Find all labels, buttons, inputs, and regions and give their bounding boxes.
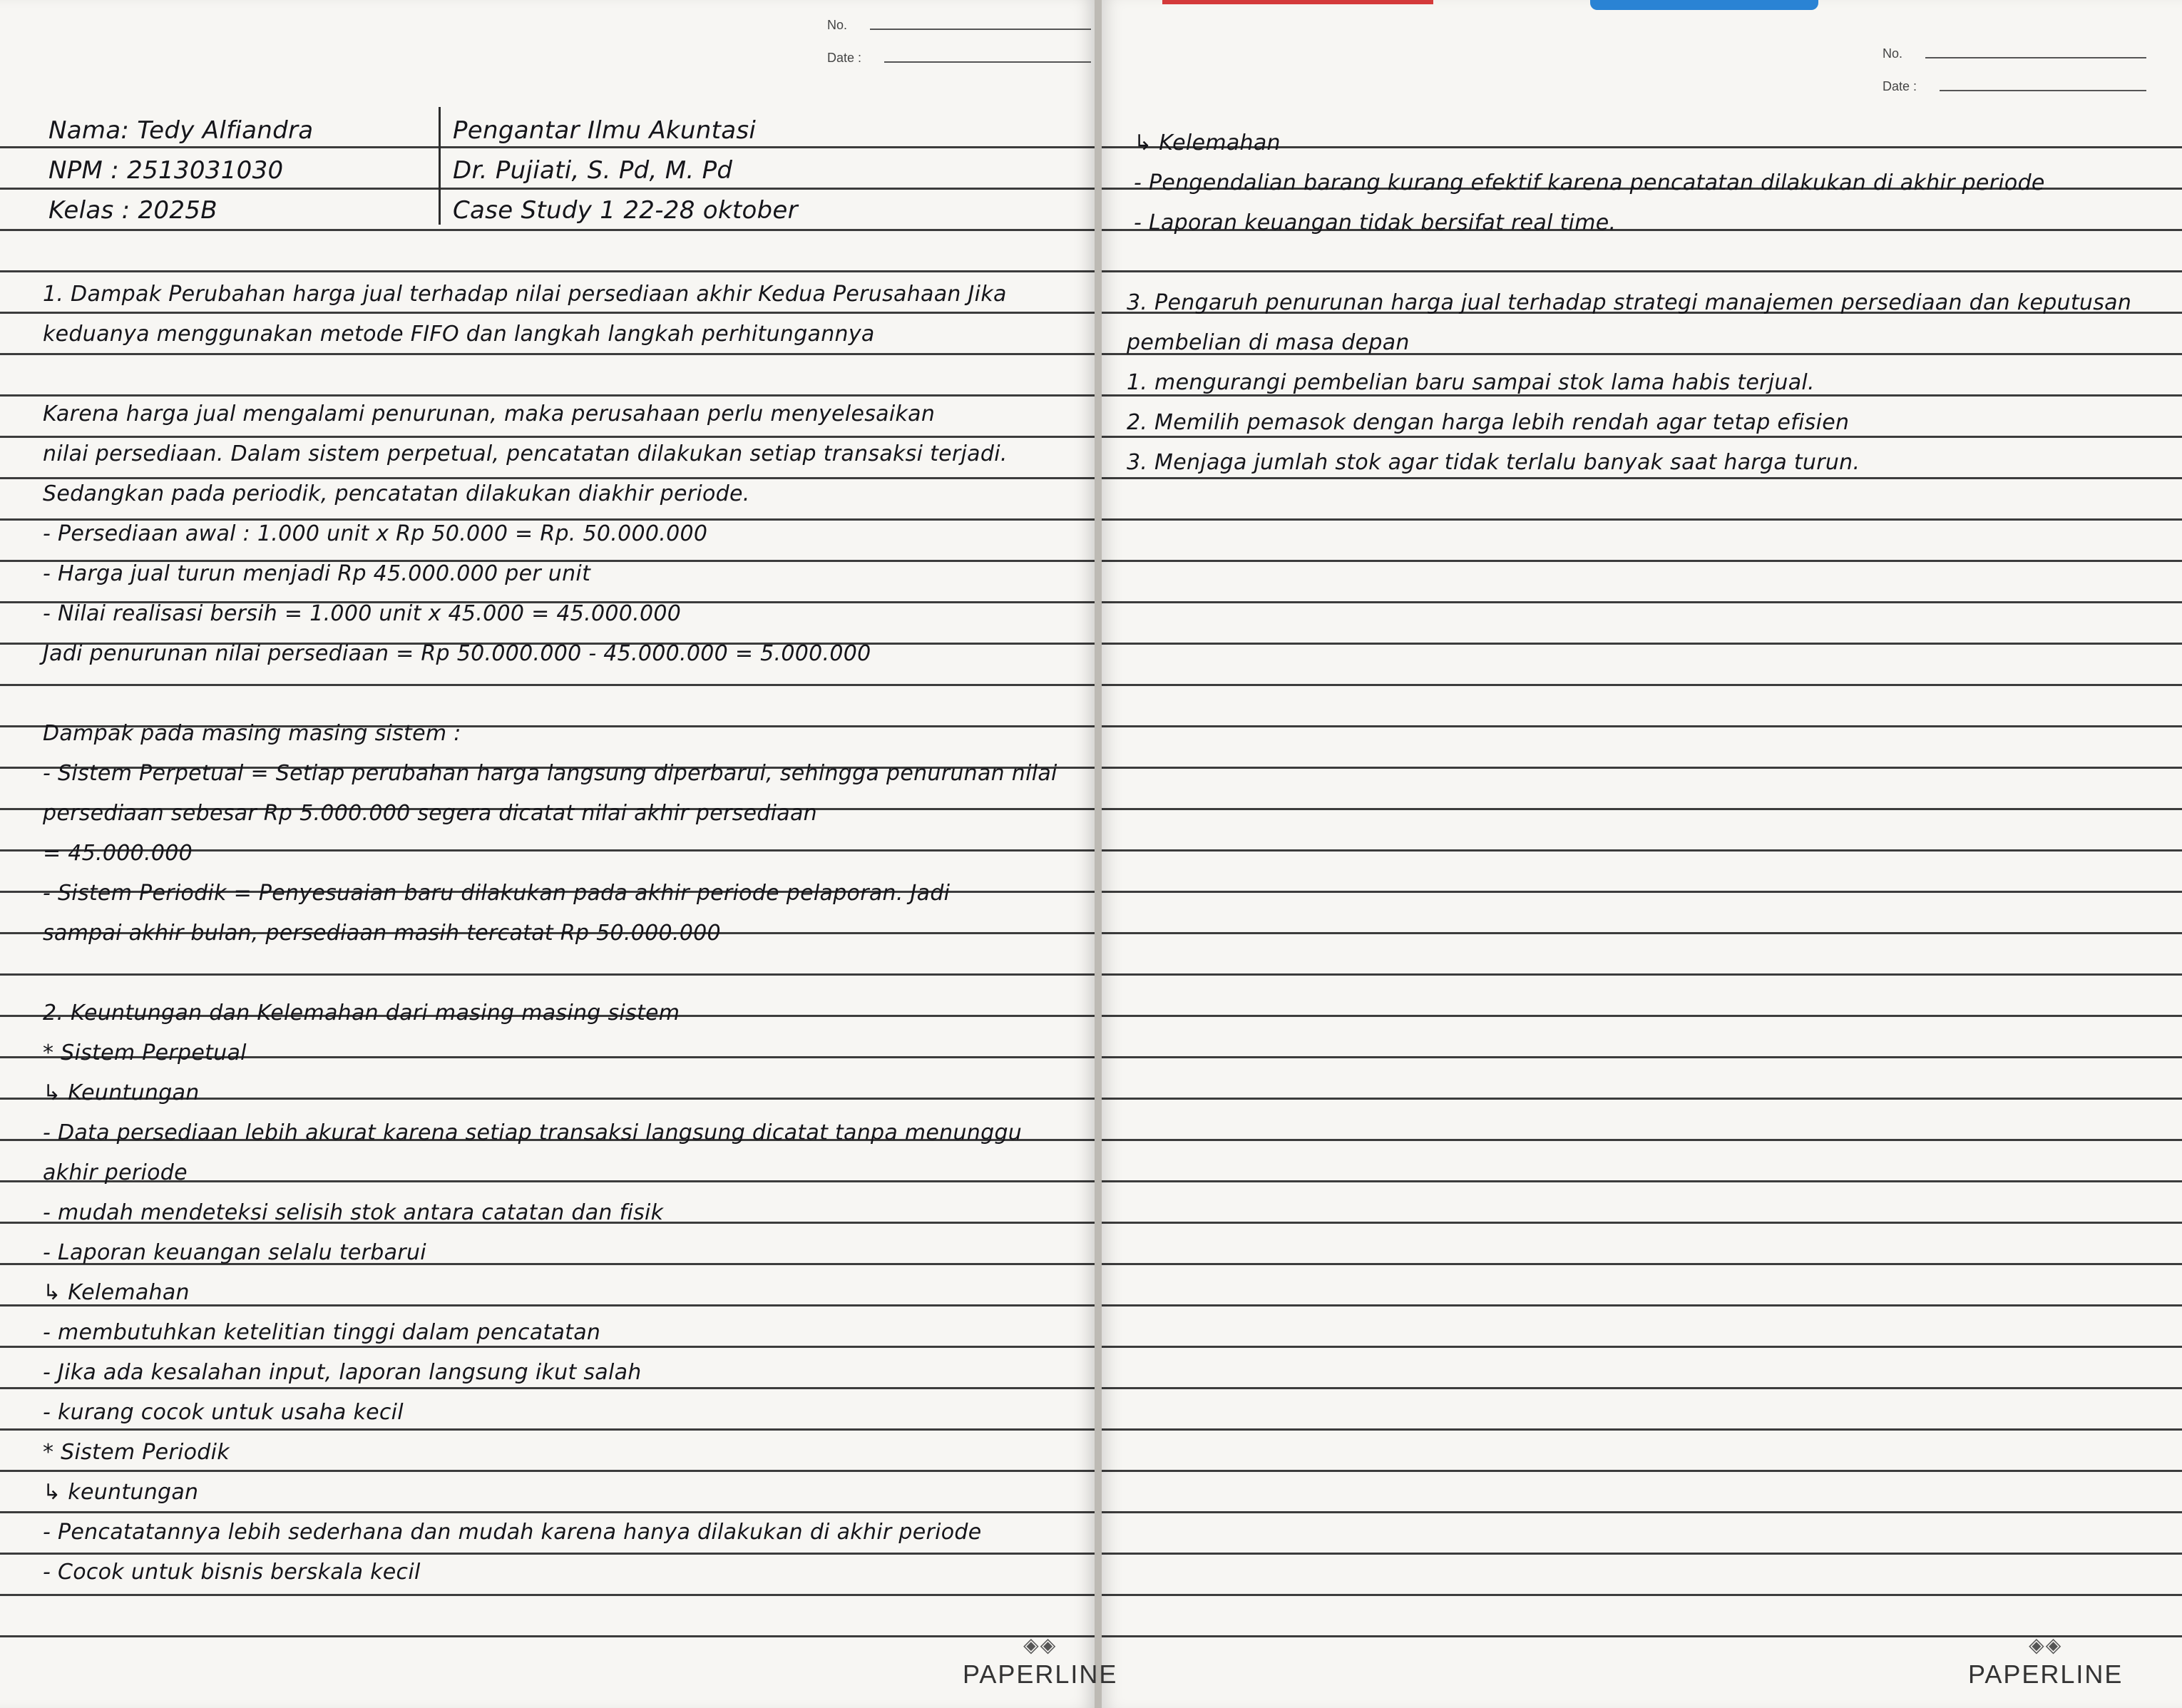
right-header-fields	[1883, 29, 2146, 94]
note-line: = 45.000.000	[43, 841, 193, 866]
right-notebook-page	[1102, 0, 2182, 1708]
note-line: - Sistem Periodik = Penyesuaian baru dilakukan pada akhir periode pelaporan. Jadi	[43, 881, 951, 906]
note-line: - Pencatatannya lebih sederhana dan mudah karena hanya dilakukan di akhir periode	[43, 1520, 982, 1545]
lecturer-name: Dr. Pujiati, S. Pd, M. Pd	[453, 156, 733, 185]
note-line: Jadi penurunan nilai persediaan = Rp 50.000.000 - 45.000.000 = 5.000.000	[43, 641, 871, 666]
note-line: - Harga jual turun menjadi Rp 45.000.000 per unit	[43, 561, 591, 586]
note-line: 3. Pengaruh penurunan harga jual terhadap strategi manajemen persediaan dan keputusan	[1127, 290, 2132, 315]
note-line: 3. Menjaga jumlah stok agar tidak terlalu banyak saat harga turun.	[1127, 450, 1860, 475]
note-line: nilai persediaan. Dalam sistem perpetual, pencatatan dilakukan setiap transaksi terjadi.	[43, 441, 1008, 466]
student-class: Kelas : 2025B	[48, 196, 217, 225]
date-label: Date :	[827, 51, 862, 65]
note-line: * Sistem Perpetual	[43, 1040, 247, 1065]
note-line: ↳ Kelemahan	[43, 1280, 190, 1305]
blue-clip	[1590, 0, 1818, 10]
note-line: - Laporan keuangan selalu terbarui	[43, 1240, 426, 1265]
note-line: keduanya menggunakan metode FIFO dan langkah langkah perhitungannya	[43, 322, 875, 347]
paperline-logo-right	[1968, 1633, 2123, 1689]
no-label: No.	[1883, 46, 1903, 61]
note-line: ↳ keuntungan	[43, 1480, 199, 1505]
note-line: * Sistem Periodik	[43, 1440, 230, 1465]
note-line: - membutuhkan ketelitian tinggi dalam pencatatan	[43, 1320, 601, 1345]
paperline-mark-icon: ◈◈	[2029, 1634, 2063, 1656]
paperline-mark-icon: ◈◈	[1023, 1634, 1057, 1656]
note-line: - Data persediaan lebih akurat karena setiap transaksi langsung dicatat tanpa menunggu	[43, 1120, 1023, 1145]
student-name: Nama: Tedy Alfiandra	[48, 116, 314, 145]
note-line: persediaan sebesar Rp 5.000.000 segera dicatat nilai akhir persediaan	[43, 801, 817, 826]
note-line: Karena harga jual mengalami penurunan, maka perusahaan perlu menyelesaikan	[43, 402, 936, 426]
note-line: 1. mengurangi pembelian baru sampai stok lama habis terjual.	[1127, 370, 1815, 395]
note-line: Sedangkan pada periodik, pencatatan dilakukan diakhir periode.	[43, 481, 750, 506]
note-line: - Jika ada kesalahan input, laporan langsung ikut salah	[43, 1360, 642, 1385]
student-npm: NPM : 2513031030	[48, 156, 284, 185]
note-line: - Sistem Perpetual = Setiap perubahan harga langsung diperbarui, sehingga penurunan nilai	[43, 761, 1057, 786]
note-line: ↳ Keuntungan	[43, 1080, 200, 1105]
case-study-date: Case Study 1 22-28 oktober	[453, 196, 798, 225]
note-line: akhir periode	[43, 1160, 188, 1185]
note-line: ↳ Kelemahan	[1134, 131, 1281, 155]
no-label: No.	[827, 18, 848, 32]
brand-text: PAPERLINE	[1968, 1660, 2124, 1689]
note-line: sampai akhir bulan, persediaan masih tercatat Rp 50.000.000	[43, 921, 721, 946]
note-line: Dampak pada masing masing sistem :	[43, 721, 461, 746]
notebook-gutter	[1095, 0, 1102, 1708]
note-line: 2. Keuntungan dan Kelemahan dari masing masing sistem	[43, 1001, 680, 1026]
brand-text: PAPERLINE	[963, 1660, 1118, 1689]
red-marker-edge	[1162, 0, 1433, 4]
header-divider	[439, 107, 441, 225]
note-line: - Laporan keuangan tidak bersifat real time.	[1134, 210, 1617, 235]
note-line: - kurang cocok untuk usaha kecil	[43, 1400, 404, 1425]
note-line: - Persediaan awal : 1.000 unit x Rp 50.000 = Rp. 50.000.000	[43, 521, 708, 546]
note-line: - mudah mendeteksi selisih stok antara catatan dan fisik	[43, 1200, 664, 1225]
note-line: pembelian di masa depan	[1127, 330, 1410, 355]
note-line: 1. Dampak Perubahan harga jual terhadap nilai persediaan akhir Kedua Perusahaan Jika	[43, 282, 1007, 307]
note-line: - Cocok untuk bisnis berskala kecil	[43, 1560, 421, 1585]
course-name: Pengantar Ilmu Akuntasi	[453, 116, 757, 145]
note-line: - Pengendalian barang kurang efektif karena pencatatan dilakukan di akhir periode	[1134, 170, 2045, 195]
left-header-fields	[827, 0, 1091, 66]
date-label: Date :	[1883, 79, 1917, 93]
note-line: - Nilai realisasi bersih = 1.000 unit x 45.000 = 45.000.000	[43, 601, 682, 626]
paperline-logo-left	[963, 1633, 1117, 1689]
note-line: 2. Memilih pemasok dengan harga lebih rendah agar tetap efisien	[1127, 410, 1850, 435]
